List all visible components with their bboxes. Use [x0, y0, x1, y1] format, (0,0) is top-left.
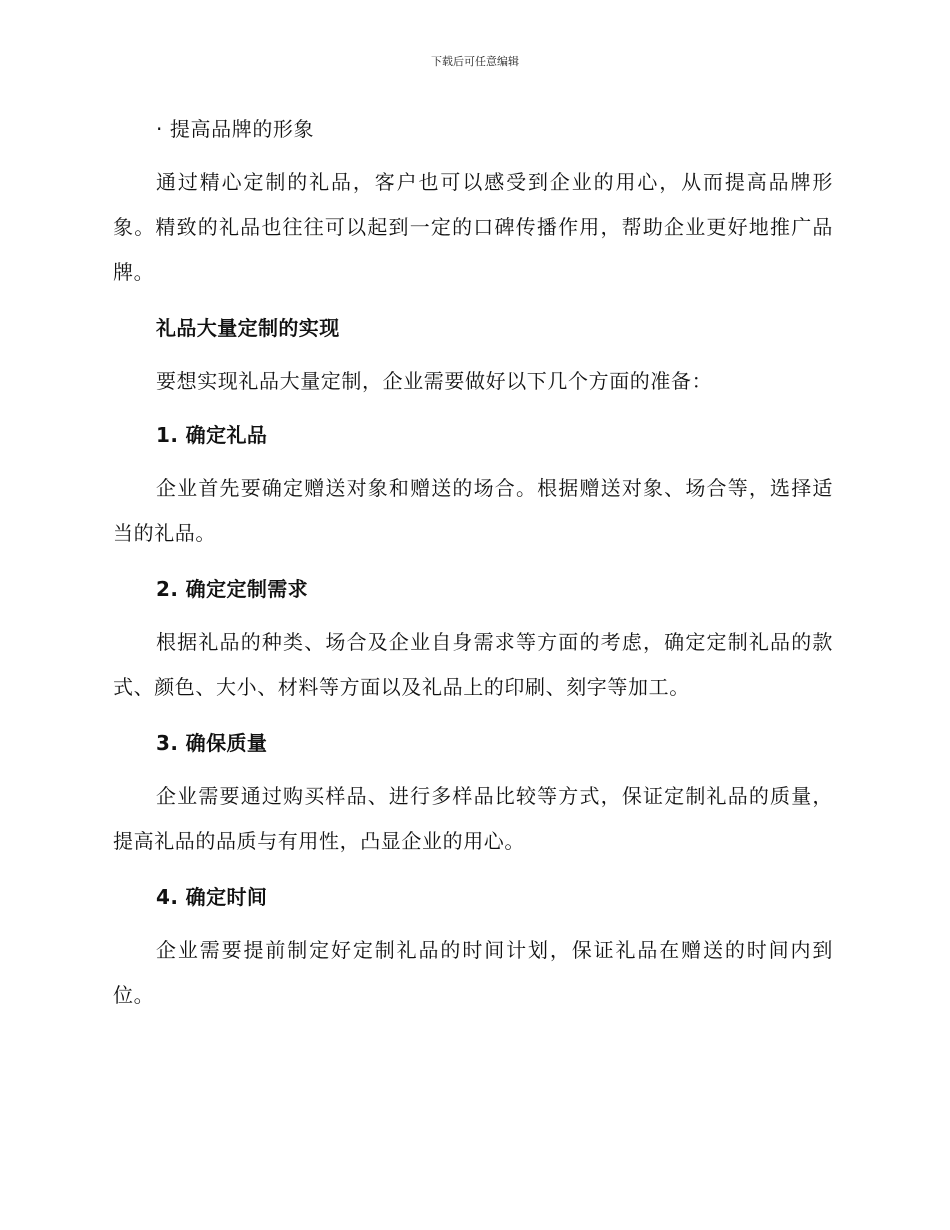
heading-step-4: 4. 确定时间: [156, 885, 268, 909]
paragraph-intro: 要想实现礼品大量定制，企业需要做好以下几个方面的准备：: [156, 369, 713, 393]
paragraph-step-3: 企业需要通过购买样品、进行多样品比较等方式，保证定制礼品的质量，提高礼品的品质与有用性，凸显企业的用心。: [113, 784, 833, 853]
paragraph-brand-image: 通过精心定制的礼品，客户也可以感受到企业的用心，从而提高品牌形象。精致的礼品也往往可以起到一定的口碑传播作用，帮助企业更好地推广品牌。: [113, 170, 833, 284]
paragraph-step-4: 企业需要提前制定好定制礼品的时间计划，保证礼品在赠送的时间内到位。: [113, 938, 833, 1007]
document-body: [113, 112, 833, 1018]
bullet-heading: · 提高品牌的形象: [156, 117, 315, 141]
section-heading-realize: 礼品大量定制的实现: [156, 316, 340, 340]
heading-step-1: 1. 确定礼品: [156, 423, 268, 447]
paragraph-step-1: 企业首先要确定赠送对象和赠送的场合。根据赠送对象、场合等，选择适当的礼品。: [113, 476, 833, 545]
heading-step-3: 3. 确保质量: [156, 731, 268, 755]
page-header: 下载后可任意编辑: [431, 55, 519, 68]
paragraph-step-2: 根据礼品的种类、场合及企业自身需求等方面的考虑，确定定制礼品的款式、颜色、大小、材料等方面以及礼品上的印刷、刻字等加工。: [113, 630, 833, 699]
heading-step-2: 2. 确定定制需求: [156, 577, 309, 601]
